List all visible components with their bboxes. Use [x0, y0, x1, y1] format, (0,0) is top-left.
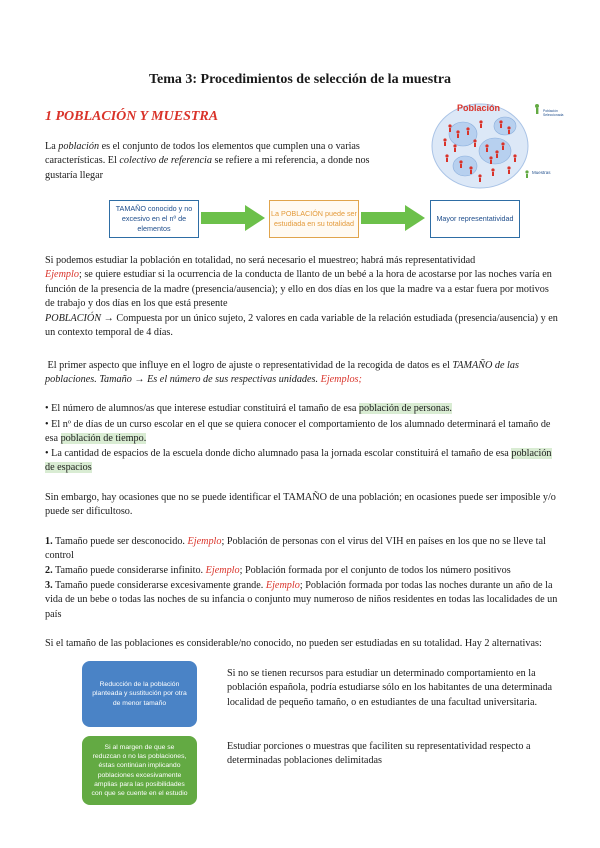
population-diagram — [425, 96, 565, 191]
intro-paragraph: La población es el conjunto de todos los elementos que cumplen una o varias características. El colectivo de referencia se refiere a mi referencia, a donde nos gustaría llegar — [45, 141, 370, 181]
flow-box-population-studied: La POBLACIÓN puede ser estudiada en su totalidad — [269, 200, 359, 238]
diagram-legend-samples: Muestras — [532, 170, 551, 175]
diagram-title: Población — [457, 103, 501, 113]
bullet-time: • El nº de días de un curso escolar en el que se quiera conocer el comportamiento de los alumnado determinará el tamaño de esa población de tiempo. — [45, 419, 551, 445]
flow-box-size-known: TAMAÑO conocido y no excesivo en el nº de elementos — [109, 200, 199, 238]
numbered-item-large: 3. Tamaño puede considerarse excesivamente grande. Ejemplo; Población formada por todas las noches durante un año de la vida de un bebe o todas las noches de su infancia o conjunto muy numeroso de niños residentes en todas las localidades de un país — [45, 580, 558, 620]
page-title: Tema 3: Procedimientos de selección de la muestra — [148, 72, 452, 87]
numbered-item-unknown: 1. Tamaño puede ser desconocido. Ejemplo; Población de personas con el virus del VIH en países en los que no se lleve tal control — [45, 536, 546, 562]
alternative-box-reduce: Reducción de la población planteada y sustitución por otra de menor tamaño — [82, 661, 197, 727]
alternatives-paragraph: Si el tamaño de las poblaciones es considerable/no conocido, no pueden ser estudiadas en su totalidad. Hay 2 alternativas: — [45, 638, 542, 649]
numbered-item-infinite: 2. Tamaño puede considerarse infinito. Ejemplo; Población formada por el conjunto de todos los número positivos — [45, 565, 511, 576]
alternative-box-samples: Si al margen de que se reduzcan o no las poblaciones, éstas continúan implicando poblaciones excesivamente amplias para las posibilidades con que se cuente en el estudio — [82, 736, 197, 805]
flow-box-representativity: Mayor representatividad — [430, 200, 520, 238]
alternative-text-samples: Estudiar porciones o muestras que faciliten su representatividad respecto a determinadas poblaciones delimitadas — [227, 741, 531, 767]
diagram-legend-selected: Población Seleccionada — [543, 109, 564, 117]
flow-arrow-right-icon — [201, 205, 265, 231]
study-paragraph: Si podemos estudiar la población en totalidad, no será necesario el muestreo; habrá más representatividad Ejemplo; se quiere estudiar si la ocurrencia de la conducta de llanto de un bebé a la hora de acostarse por las noches varía en función de la presencia de la madre (presencia/ausencia); y ello en dos días en los que la madre va a estar fuera por motivos de trabajo y dos días en los que está presente POBLACIÓN → Compuesta por un único sujeto, 2 valores en cada variable de la relación estudiada (presencia/ausencia) y en un contexto temporal de 4 días. — [45, 255, 558, 339]
however-paragraph: Sin embargo, hay ocasiones que no se puede identificar el TAMAÑO de una población; en ocasiones puede ser imposible y/o puede ser dificultoso. — [45, 492, 556, 518]
bullet-people: • El número de alumnos/as que interese estudiar constituirá el tamaño de esa población de personas. — [45, 403, 452, 414]
flow-arrow-right-icon — [361, 205, 425, 231]
bullet-spaces: • La cantidad de espacios de la escuela donde dicho alumnado pasa la jornada escolar constituirá el tamaño de esa población de espacios — [45, 448, 552, 474]
alternative-text-reduce: Si no se tienen recursos para estudiar un determinado comportamiento en la población española, podría estudiarse sólo en los habitantes de una determinada localidad de pequeño tamaño, o en estudiantes de una facultad universitaria. — [227, 668, 553, 708]
size-paragraph: El primer aspecto que influye en el logro de ajuste o representatividad de la recogida de datos es el TAMAÑO de las poblaciones. Tamaño → Es el número de sus respectivas unidades. Ejemplos; — [45, 360, 519, 386]
section-heading: 1 POBLACIÓN Y MUESTRA — [45, 109, 219, 124]
